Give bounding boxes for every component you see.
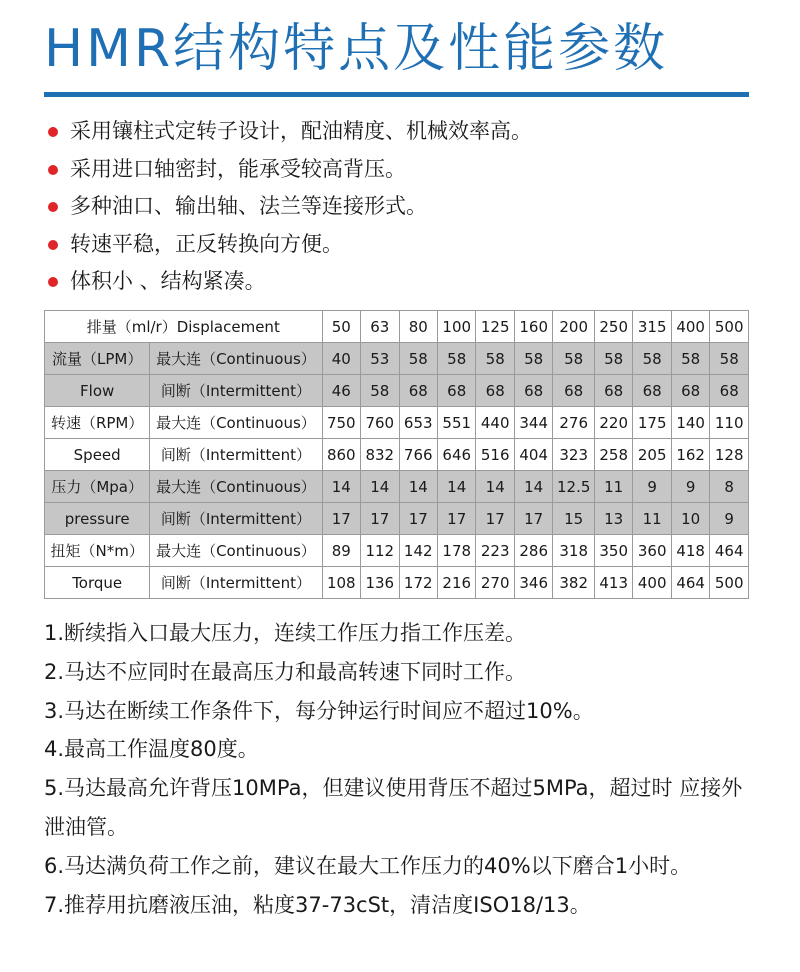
table-row: [45, 535, 749, 567]
table-cell: 175: [633, 407, 671, 439]
table-cell: 128: [710, 439, 749, 471]
table-cell: 646: [437, 439, 475, 471]
table-cell: 516: [476, 439, 514, 471]
table-cell: 832: [361, 439, 399, 471]
displacement-value: 63: [361, 311, 399, 343]
displacement-value: 315: [633, 311, 671, 343]
table-cell: 17: [476, 503, 514, 535]
table-cell: 551: [437, 407, 475, 439]
displacement-value: 125: [476, 311, 514, 343]
table-cell: 58: [437, 343, 475, 375]
condition-label: 最大连（Continuous）: [150, 407, 322, 439]
bullet-icon: [48, 277, 58, 287]
table-cell: 68: [633, 375, 671, 407]
table-cell: 258: [594, 439, 632, 471]
performance-table: [44, 310, 749, 599]
note-item: 7.推荐用抗磨液压油，粘度37-73cSt，清洁度ISO18/13。: [44, 892, 591, 917]
table-cell: 346: [514, 567, 552, 599]
table-cell: 750: [322, 407, 360, 439]
table-cell: 15: [553, 503, 595, 535]
table-cell: 9: [671, 471, 709, 503]
table-cell: 11: [633, 503, 671, 535]
table-cell: 17: [322, 503, 360, 535]
table-cell: 58: [476, 343, 514, 375]
parameter-name: 流量（LPM）: [45, 343, 150, 375]
table-cell: 500: [710, 567, 749, 599]
table-row: [45, 503, 749, 535]
table-cell: 653: [399, 407, 437, 439]
table-cell: 11: [594, 471, 632, 503]
displacement-value: 400: [671, 311, 709, 343]
table-cell: 860: [322, 439, 360, 471]
table-cell: 68: [514, 375, 552, 407]
table-cell: 68: [476, 375, 514, 407]
page-title: HMR结构特点及性能参数: [44, 19, 669, 79]
table-cell: 58: [671, 343, 709, 375]
parameter-name: Speed: [45, 439, 150, 471]
bullet-icon: [48, 202, 58, 212]
displacement-header: 排量（ml/r）Displacement: [45, 311, 323, 343]
table-cell: 205: [633, 439, 671, 471]
table-cell: 9: [633, 471, 671, 503]
displacement-value: 80: [399, 311, 437, 343]
table-cell: 140: [671, 407, 709, 439]
table-cell: 8: [710, 471, 749, 503]
title-divider: [44, 92, 749, 97]
condition-label: 最大连（Continuous）: [150, 471, 322, 503]
table-cell: 58: [553, 343, 595, 375]
table-cell: 223: [476, 535, 514, 567]
condition-label: 最大连（Continuous）: [150, 535, 322, 567]
table-cell: 14: [514, 471, 552, 503]
table-cell: 382: [553, 567, 595, 599]
table-row: [45, 471, 749, 503]
table-cell: 10: [671, 503, 709, 535]
table-cell: 110: [710, 407, 749, 439]
table-cell: 404: [514, 439, 552, 471]
table-cell: 760: [361, 407, 399, 439]
bullet-icon: [48, 127, 58, 137]
table-cell: 286: [514, 535, 552, 567]
table-cell: 440: [476, 407, 514, 439]
table-cell: 323: [553, 439, 595, 471]
table-cell: 360: [633, 535, 671, 567]
feature-item: 体积小 、结构紧凑。: [48, 264, 768, 302]
table-cell: 276: [553, 407, 595, 439]
table-cell: 58: [594, 343, 632, 375]
table-cell: 766: [399, 439, 437, 471]
table-header-row: [45, 311, 749, 343]
table-cell: 68: [553, 375, 595, 407]
note-item: 4.最高工作温度80度。: [44, 737, 259, 762]
table-cell: 68: [594, 375, 632, 407]
table-cell: 162: [671, 439, 709, 471]
table-cell: 17: [514, 503, 552, 535]
table-cell: 53: [361, 343, 399, 375]
table-cell: 142: [399, 535, 437, 567]
displacement-value: 500: [710, 311, 749, 343]
table-cell: 14: [399, 471, 437, 503]
parameter-name: 转速（RPM）: [45, 407, 150, 439]
table-cell: 17: [361, 503, 399, 535]
condition-label: 间断（Intermittent）: [150, 375, 322, 407]
table-cell: 350: [594, 535, 632, 567]
table-row: [45, 343, 749, 375]
table-cell: 400: [633, 567, 671, 599]
displacement-value: 250: [594, 311, 632, 343]
table-cell: 413: [594, 567, 632, 599]
feature-item: 采用镶柱式定转子设计，配油精度、机械效率高。: [48, 114, 768, 152]
table-cell: 17: [437, 503, 475, 535]
table-cell: 46: [322, 375, 360, 407]
table-cell: 68: [710, 375, 749, 407]
table-cell: 14: [476, 471, 514, 503]
feature-item: 多种油口、输出轴、法兰等连接形式。: [48, 189, 768, 227]
notes-section: [44, 614, 754, 924]
displacement-value: 200: [553, 311, 595, 343]
table-cell: 178: [437, 535, 475, 567]
table-cell: 12.5: [553, 471, 595, 503]
table-cell: 9: [710, 503, 749, 535]
condition-label: 间断（Intermittent）: [150, 567, 322, 599]
condition-label: 间断（Intermittent）: [150, 503, 322, 535]
parameter-name: Torque: [45, 567, 150, 599]
feature-list: [48, 114, 768, 302]
table-cell: 14: [322, 471, 360, 503]
table-cell: 14: [361, 471, 399, 503]
table-cell: 13: [594, 503, 632, 535]
table-cell: 112: [361, 535, 399, 567]
table-cell: 136: [361, 567, 399, 599]
note-item: 2.马达不应同时在最高压力和最高转速下同时工作。: [44, 659, 527, 684]
table-cell: 172: [399, 567, 437, 599]
table-cell: 40: [322, 343, 360, 375]
bullet-icon: [48, 240, 58, 250]
table-cell: 108: [322, 567, 360, 599]
table-cell: 220: [594, 407, 632, 439]
feature-item: 转速平稳，正反转换向方便。: [48, 227, 768, 265]
condition-label: 间断（Intermittent）: [150, 439, 322, 471]
parameter-name: pressure: [45, 503, 150, 535]
table-cell: 14: [437, 471, 475, 503]
note-item: 3.马达在断续工作条件下，每分钟运行时间应不超过10%。: [44, 698, 594, 723]
table-cell: 17: [399, 503, 437, 535]
table-cell: 89: [322, 535, 360, 567]
table-cell: 270: [476, 567, 514, 599]
feature-item: 采用进口轴密封，能承受较高背压。: [48, 152, 768, 190]
table-row: [45, 375, 749, 407]
table-cell: 58: [710, 343, 749, 375]
parameter-name: Flow: [45, 375, 150, 407]
note-item: 6.马达满负荷工作之前，建议在最大工作压力的40%以下磨合1小时。: [44, 853, 692, 878]
table-cell: 68: [437, 375, 475, 407]
table-cell: 58: [514, 343, 552, 375]
note-item: 5.马达最高允许背压10MPa，但建议使用背压不超过5MPa，超过时 应接外泄油管。: [44, 776, 743, 839]
parameter-name: 扭矩（N*m）: [45, 535, 150, 567]
table-cell: 216: [437, 567, 475, 599]
table-row: [45, 567, 749, 599]
table-cell: 58: [399, 343, 437, 375]
table-cell: 58: [633, 343, 671, 375]
parameter-name: 压力（Mpa）: [45, 471, 150, 503]
table-cell: 68: [671, 375, 709, 407]
displacement-value: 160: [514, 311, 552, 343]
displacement-value: 50: [322, 311, 360, 343]
displacement-value: 100: [437, 311, 475, 343]
condition-label: 最大连（Continuous）: [150, 343, 322, 375]
table-cell: 318: [553, 535, 595, 567]
table-cell: 418: [671, 535, 709, 567]
table-cell: 464: [671, 567, 709, 599]
table-cell: 464: [710, 535, 749, 567]
table-cell: 344: [514, 407, 552, 439]
table-cell: 58: [361, 375, 399, 407]
table-row: [45, 407, 749, 439]
table-cell: 68: [399, 375, 437, 407]
bullet-icon: [48, 165, 58, 175]
note-item: 1.断续指入口最大压力，连续工作压力指工作压差。: [44, 621, 527, 645]
table-row: [45, 439, 749, 471]
